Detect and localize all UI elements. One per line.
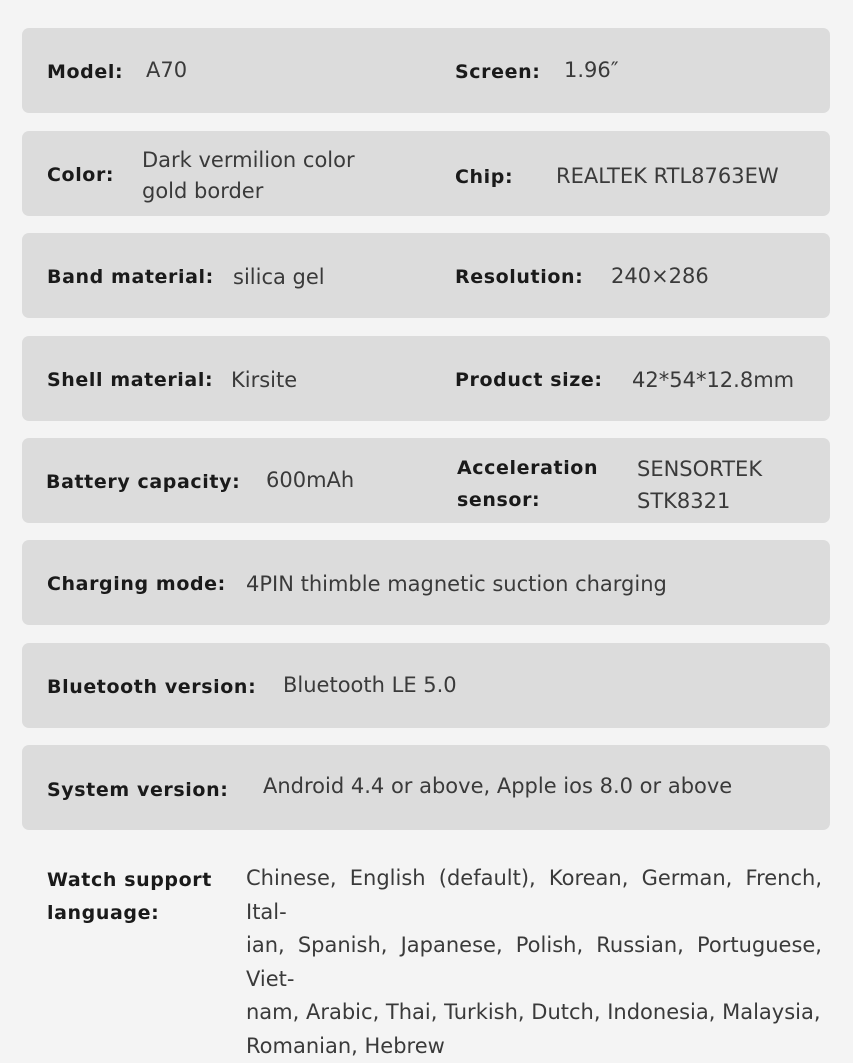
band-material-value: silica gel xyxy=(233,262,325,293)
model-value: A70 xyxy=(146,55,187,86)
charging-mode-label: Charging mode: xyxy=(47,568,226,600)
bluetooth-version-value: Bluetooth LE 5.0 xyxy=(283,670,457,701)
spec-row-battery-sensor xyxy=(22,438,830,523)
acceleration-sensor-value-line2: STK8321 xyxy=(637,486,730,517)
band-material-label: Band material: xyxy=(47,261,214,293)
spec-row-band-resolution xyxy=(22,233,830,318)
product-size-value: 42*54*12.8mm xyxy=(632,365,794,396)
bluetooth-version-label: Bluetooth version: xyxy=(47,671,256,703)
color-value-line1: Dark vermilion color xyxy=(142,145,355,176)
language-line-1: Chinese, English (default), Korean, German, French, Ital- xyxy=(246,862,822,929)
resolution-value: 240×286 xyxy=(611,261,709,292)
language-line-3: nam, Arabic, Thai, Turkish, Dutch, Indonesia, Malaysia, xyxy=(246,996,822,1030)
language-line-2: ian, Spanish, Japanese, Polish, Russian, Portuguese, Viet- xyxy=(246,929,822,996)
watch-support-language-label xyxy=(47,864,227,930)
spec-row-bluetooth xyxy=(22,643,830,728)
chip-value: REALTEK RTL8763EW xyxy=(556,161,779,192)
chip-label: Chip: xyxy=(455,161,513,193)
acceleration-sensor-value-line1: SENSORTEK xyxy=(637,454,762,485)
model-label: Model: xyxy=(47,56,123,88)
acceleration-sensor-label-line1: Acceleration xyxy=(457,452,598,484)
system-version-label: System version: xyxy=(47,774,228,806)
screen-label: Screen: xyxy=(455,56,540,88)
color-value-line2: gold border xyxy=(142,176,263,207)
charging-mode-value: 4PIN thimble magnetic suction charging xyxy=(246,569,667,600)
shell-material-value: Kirsite xyxy=(231,365,297,396)
spec-row-charging xyxy=(22,540,830,625)
product-size-label: Product size: xyxy=(455,364,603,396)
watch-support-language-value xyxy=(246,862,822,1063)
acceleration-sensor-label-line2: sensor: xyxy=(457,484,540,516)
shell-material-label: Shell material: xyxy=(47,364,213,396)
screen-value: 1.96″ xyxy=(564,55,619,86)
spec-row-model-screen xyxy=(22,28,830,113)
battery-capacity-value: 600mAh xyxy=(266,465,354,496)
system-version-value: Android 4.4 or above, Apple ios 8.0 or above xyxy=(263,771,732,802)
spec-row-system xyxy=(22,745,830,830)
watch-support-language-label-line1: Watch support xyxy=(47,864,227,897)
spec-row-shell-size xyxy=(22,336,830,421)
battery-capacity-label: Battery capacity: xyxy=(46,466,240,498)
spec-row-color-chip xyxy=(22,131,830,216)
resolution-label: Resolution: xyxy=(455,261,583,293)
language-line-4: Romanian, Hebrew xyxy=(246,1030,822,1063)
watch-support-language-label-line2: language: xyxy=(47,897,227,930)
color-label: Color: xyxy=(47,159,114,191)
